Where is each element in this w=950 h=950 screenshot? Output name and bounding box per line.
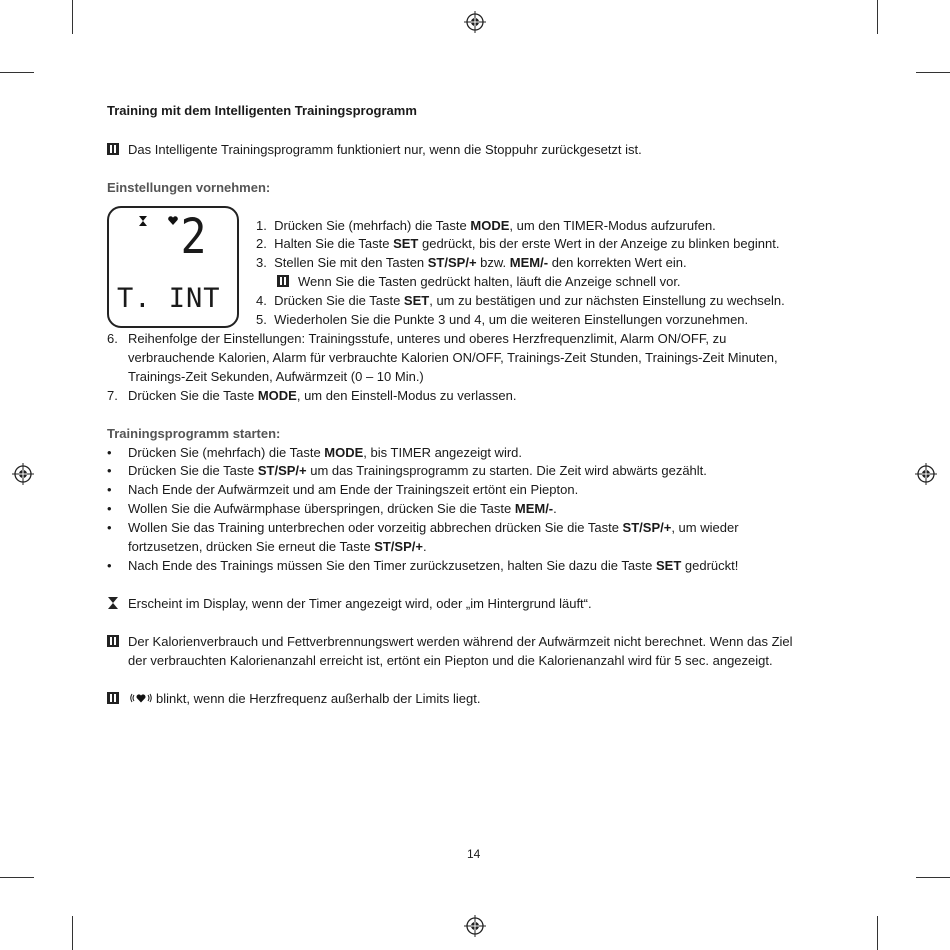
step-1: 1. Drücken Sie (mehrfach) die Taste MODE, um den TIMER-Modus aufzurufen. bbox=[256, 218, 716, 233]
info-icon bbox=[107, 143, 119, 155]
info-icon bbox=[277, 275, 289, 287]
note-text: der verbrauchten Kalorienanzahl erreicht ist, ertönt ein Piepton und die Kalorienanzahl wird für 5 sec. angezeigt. bbox=[128, 653, 773, 668]
step-7: Drücken Sie die Taste MODE, um den Einstell-Modus zu verlassen. bbox=[128, 388, 517, 403]
bullet-icon: • bbox=[107, 463, 112, 478]
step-3: 3. Stellen Sie mit den Tasten ST/SP/+ bzw. MEM/- den korrekten Wert ein. bbox=[256, 255, 687, 270]
lcd-text: T. INT bbox=[117, 283, 221, 314]
bullet-icon: • bbox=[107, 501, 112, 516]
bullet-icon: • bbox=[107, 445, 112, 460]
info-icon bbox=[107, 635, 119, 647]
crop-mark bbox=[0, 877, 34, 878]
crop-mark bbox=[72, 916, 73, 950]
step-4: 4. Drücken Sie die Taste SET, um zu bestätigen und zur nächsten Einstellung zu wechseln. bbox=[256, 293, 785, 308]
lcd-digit: 2 bbox=[180, 209, 207, 265]
bullet-icon: • bbox=[107, 482, 112, 497]
hourglass-icon bbox=[107, 597, 119, 609]
step-2: 2. Halten Sie die Taste SET gedrückt, bis der erste Wert in der Anzeige zu blinken beginnt. bbox=[256, 236, 780, 251]
hourglass-icon bbox=[139, 216, 147, 226]
note-text: blinkt, wenn die Herzfrequenz außerhalb der Limits liegt. bbox=[156, 691, 481, 706]
list-item: Nach Ende der Aufwärmzeit und am Ende der Trainingszeit ertönt ein Piepton. bbox=[128, 482, 579, 497]
registration-mark-icon bbox=[12, 463, 34, 485]
step-7-number: 7. bbox=[107, 388, 118, 403]
crop-mark bbox=[0, 72, 34, 73]
section-title: Einstellungen vornehmen: bbox=[107, 180, 271, 195]
note-text: Der Kalorienverbrauch und Fettverbrennungswert werden während der Aufwärmzeit nicht berechnet. Wenn das Ziel bbox=[128, 634, 793, 649]
list-item: Wollen Sie die Aufwärmphase überspringen, drücken Sie die Taste MEM/-. bbox=[128, 501, 557, 516]
step-6-line: Trainings-Zeit Sekunden, Aufwärmzeit (0 – 10 Min.) bbox=[128, 369, 424, 384]
lcd-display bbox=[107, 206, 239, 328]
step-6-line: verbrauchende Kalorien, Alarm für verbrauchte Kalorien ON/OFF, Trainings-Zeit Stunden, Trainings-Zeit Minuten, bbox=[128, 350, 778, 365]
list-item: Drücken Sie (mehrfach) die Taste MODE, bis TIMER angezeigt wird. bbox=[128, 445, 523, 460]
step-3-note: Wenn Sie die Tasten gedrückt halten, läuft die Anzeige schnell vor. bbox=[298, 274, 681, 289]
page-title: Training mit dem Intelligenten Trainingsprogramm bbox=[107, 103, 417, 118]
note-text: Erscheint im Display, wenn der Timer angezeigt wird, oder „im Hintergrund läuft“. bbox=[128, 596, 592, 611]
bullet-icon: • bbox=[107, 558, 112, 573]
registration-mark-icon bbox=[464, 915, 486, 937]
list-item: Nach Ende des Trainings müssen Sie den Timer zurückzusetzen, halten Sie dazu die Taste SET gedrückt! bbox=[128, 558, 739, 573]
list-item: Wollen Sie das Training unterbrechen oder vorzeitig abbrechen drücken Sie die Taste ST/SP/+, um wieder bbox=[128, 520, 739, 535]
list-item-continuation: fortzusetzen, drücken Sie erneut die Taste ST/SP/+. bbox=[128, 539, 427, 554]
step-5: 5. Wiederholen Sie die Punkte 3 und 4, um die weiteren Einstellungen vorzunehmen. bbox=[256, 312, 749, 327]
crop-mark bbox=[877, 0, 878, 34]
info-icon bbox=[107, 692, 119, 704]
list-item: Drücken Sie die Taste ST/SP/+ um das Trainingsprogramm zu starten. Die Zeit wird abwärts gezählt. bbox=[128, 463, 707, 478]
registration-mark-icon bbox=[464, 11, 486, 33]
step-6-line: Reihenfolge der Einstellungen: Trainingsstufe, unteres und oberes Herzfrequenzlimit, Alarm ON/OFF, zu bbox=[128, 331, 727, 346]
crop-mark bbox=[877, 916, 878, 950]
crop-mark bbox=[916, 72, 950, 73]
bullet-icon: • bbox=[107, 520, 112, 535]
step-6-number: 6. bbox=[107, 331, 118, 346]
heart-blink-icon bbox=[130, 692, 152, 704]
crop-mark bbox=[72, 0, 73, 34]
page-number: 14 bbox=[467, 847, 481, 861]
crop-mark bbox=[916, 877, 950, 878]
registration-mark-icon bbox=[915, 463, 937, 485]
note-text: Das Intelligente Trainingsprogramm funktioniert nur, wenn die Stoppuhr zurückgesetzt ist. bbox=[128, 142, 642, 157]
heart-icon bbox=[168, 216, 178, 225]
section-title: Trainingsprogramm starten: bbox=[107, 426, 281, 441]
